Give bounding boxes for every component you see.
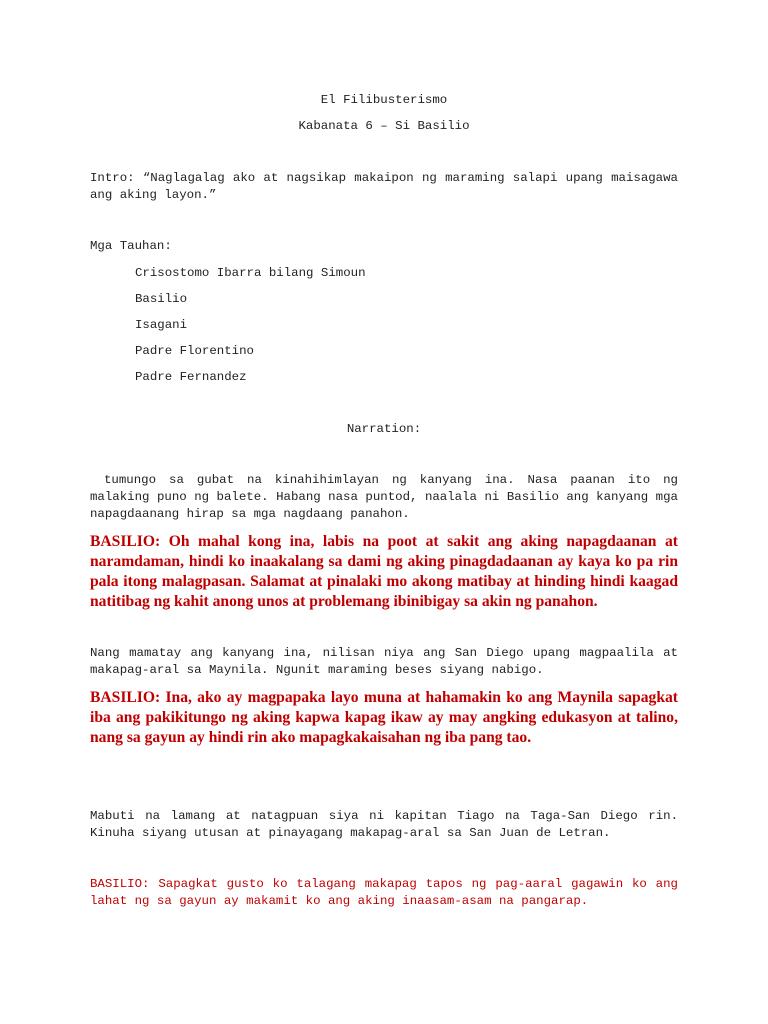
characters-heading: Mga Tauhan: (90, 239, 172, 253)
document-subtitle: Kabanata 6 – Si Basilio (298, 119, 470, 133)
dialogue-basilio-2: BASILIO: Ina, ako ay magpapaka layo muna at hahamakin ko ang Maynila sapagkat iba ang pakikitungo ng aking kapwa kapag ikaw ay may angking edukasyon at talino, nang sa gayun ay hindi rin ako mapagkakaisahan ng iba pang tao. (90, 689, 678, 746)
character-item: Padre Fernandez (135, 370, 247, 384)
document-title: El Filibusterismo (320, 93, 448, 107)
character-item: Crisostomo Ibarra bilang Simoun (135, 266, 366, 280)
narration-paragraph-2: Nang mamatay ang kanyang ina, nilisan niya ang San Diego upang magpaalila at makapag-aral sa Maynila. Ngunit maraming beses siyang nabigo. (90, 646, 678, 677)
dialogue-basilio-3: BASILIO: Sapagkat gusto ko talagang makapag tapos ng pag-aaral gagawin ko ang lahat ng sa gayun ay makamit ko ang aking inaasam-asam na pangarap. (90, 877, 678, 908)
character-item: Padre Florentino (135, 344, 254, 358)
narration-paragraph-1: tumungo sa gubat na kinahihimlayan ng kanyang ina. Nasa paanan ito ng malaking puno ng balete. Habang nasa puntod, naalala ni Basilio ang kanyang mga napagdaanang hirap sa mga nagdaang panahon. (90, 473, 678, 521)
dialogue-basilio-1: BASILIO: Oh mahal kong ina, labis na poot at sakit ang aking napagdaanan at naramdaman, hindi ko inaakalang sa dami ng aking pinagdadaanan ay kaya ko pa rin pala itong malagpasan. Salamat at pinalaki mo akong matibay at hinding hindi kaagad natitibag ng kahit anong unos at problemang ibinibigay sa akin ng panahon. (90, 533, 678, 610)
narration-heading: Narration: (346, 422, 422, 436)
character-item: Isagani (135, 318, 188, 332)
intro-paragraph: Intro: “Naglagalag ako at nagsikap makaipon ng maraming salapi upang maisagawa ang aking layon.” (90, 171, 678, 202)
narration-paragraph-3: Mabuti na lamang at natagpuan siya ni kapitan Tiago na Taga-San Diego rin. Kinuha siyang utusan at pinayagang makapag-aral sa San Juan de Letran. (90, 809, 678, 840)
character-item: Basilio (135, 292, 188, 306)
